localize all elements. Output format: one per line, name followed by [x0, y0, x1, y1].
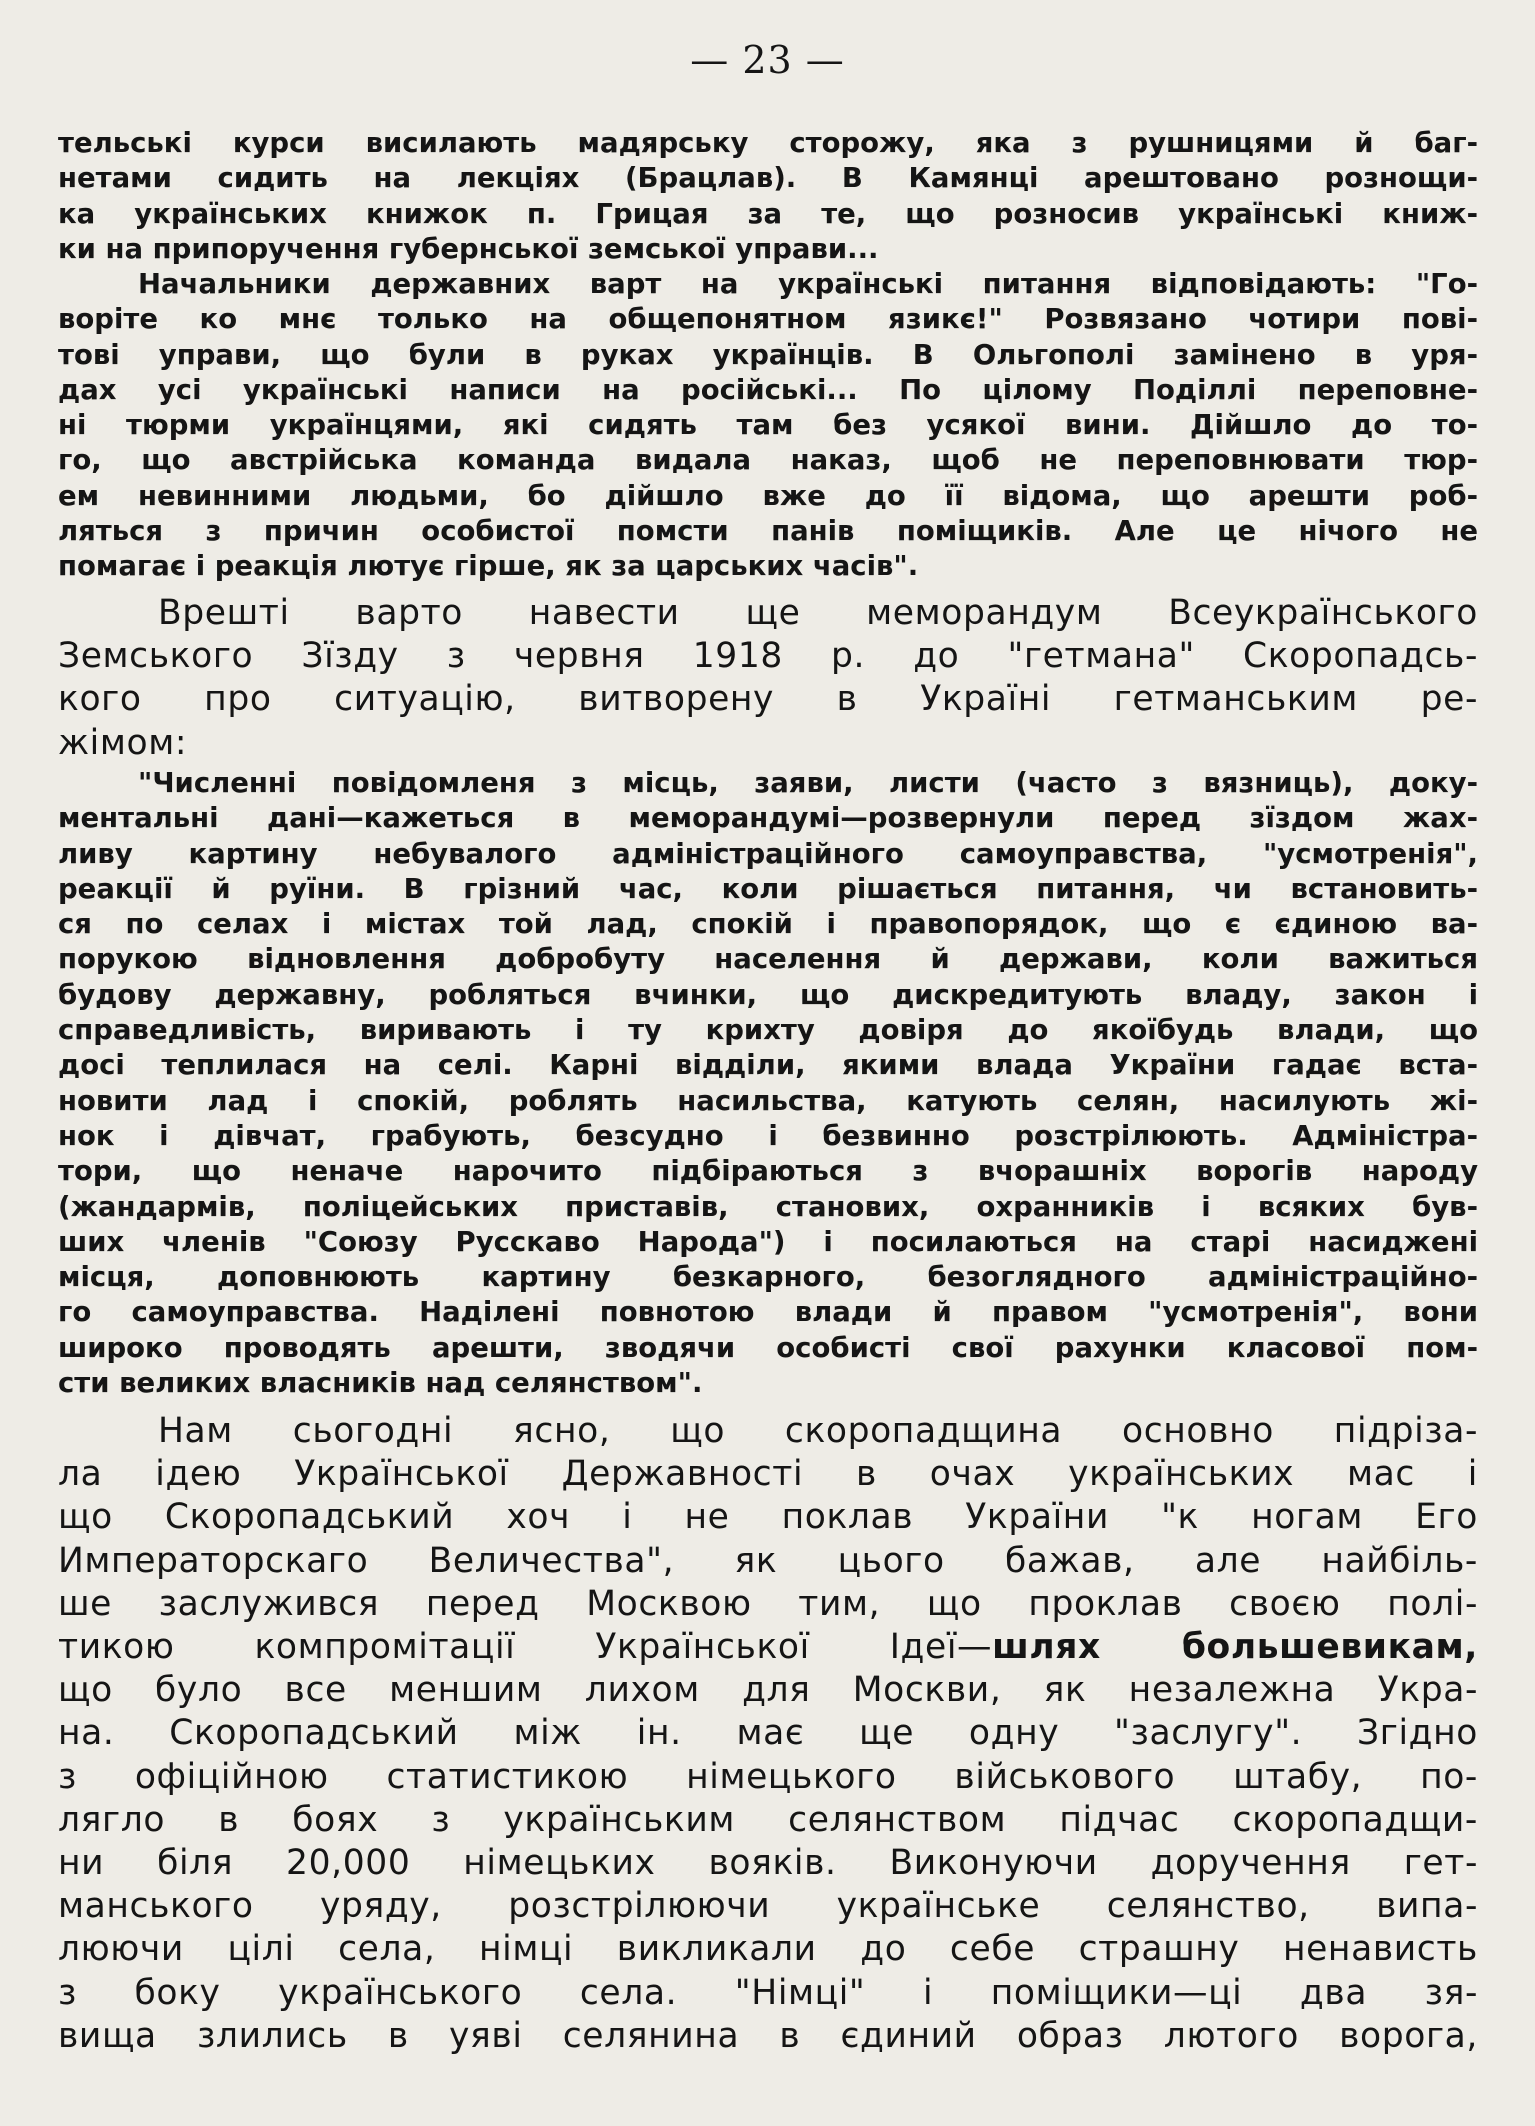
text-line: ше заслужився перед Москвою тим, що проклав своєю полі- [58, 1583, 1478, 1624]
text-line: кого про ситуацію, витворену в Україні гетманським ре- [58, 679, 1478, 720]
text-line: новити лад і спокій, роблять насильства, катують селян, насилують жі- [58, 1084, 1478, 1117]
text-line: ні тюрми українцями, які сидять там без усякої вини. Дійшло до то- [58, 409, 1478, 442]
text-line: вища злились в уяві селянина в єдиний образ лютого ворога, [58, 2015, 1478, 2056]
memorandum-quote [58, 766, 1478, 1401]
text-line: Начальники державних варт на українські питання відповідають: "Го- [138, 268, 1478, 300]
text-line: широко проводять арешти, зводячи особисті свої рахунки класової пом- [58, 1331, 1478, 1364]
text-line-with-bold [58, 1626, 1478, 1669]
text-line: досі теплилася на селі. Карні відділи, якими влада України гадає вста- [58, 1049, 1478, 1082]
paragraph-2 [58, 267, 1478, 585]
text-line: го самоуправства. Наділені повнотою влади й правом "усмотренія", вони [58, 1296, 1478, 1329]
text-line: Императорскаго Величества", як цього бажав, але найбіль- [58, 1540, 1478, 1581]
text-line: на. Скоропадський між ін. має ще одну "заслугу". Згідно [58, 1713, 1478, 1754]
text-line: ляться з причин особистої помсти панів поміщиків. Але це нічого не [58, 515, 1478, 548]
text-line: що Скоропадський хоч і не поклав України "к ногам Его [58, 1497, 1478, 1538]
text-line: справедливість, виривають і ту крихту довіря до якоїбудь влади, що [58, 1014, 1478, 1047]
text-line: жімом: [58, 722, 188, 763]
text-line: помагає і реакція лютує гірше, як за царських часів". [58, 550, 919, 583]
text-line: ментальні дані—кажеться в меморандумі—розвернули перед зїздом жах- [58, 802, 1478, 835]
text-line: місця, доповнюють картину безкарного, безоглядного адміністраційно- [58, 1261, 1478, 1294]
text-line: з офіційною статистикою німецького військового штабу, по- [58, 1756, 1478, 1797]
text-line: сти великих власників над селянством". [58, 1367, 703, 1400]
text-line: ся по селах і містах той лад, спокій і правопорядок, що є єдиною ва- [58, 908, 1478, 941]
text-line: тори, що неначе нарочито підбіраються з вчорашніх ворогів народу [58, 1155, 1478, 1188]
text-line: ни біля 20,000 німецьких вояків. Виконуючи доручення гет- [58, 1843, 1478, 1884]
text-line: (жандармів, поліцейських приставів, станових, охранників і всяких був- [58, 1190, 1478, 1223]
text-line: нетами сидить на лекціях (Брацлав). В Камянці арештовано рознощи- [58, 162, 1478, 195]
paragraph-1 [58, 126, 1478, 267]
text-line: тові управи, що були в руках українців. В Ольгополі замінено в уря- [58, 338, 1478, 371]
text-line: що було все меншим лихом для Москви, як незалежна Укра- [58, 1670, 1478, 1711]
text-line: лягло в боях з українським селянством підчас скоропадщи- [58, 1799, 1478, 1840]
text-line: ливу картину небувалого адміністраційного самоуправства, "усмотренія", [58, 837, 1478, 870]
text-line: Земського Зїзду з червня 1918 р. до "гетмана" Скоропадсь- [58, 636, 1478, 677]
paragraph-3 [58, 592, 1478, 765]
text-line: ки на припоручення губернської земської управи... [58, 232, 879, 265]
text-line: манського уряду, розстрілюючи українське селянство, випа- [58, 1886, 1478, 1927]
text-segment: тикою компромітації Української Ідеї— [58, 1627, 993, 1668]
text-line: тельські курси висилають мадярську сторожу, яка з рушницями й баг- [58, 127, 1478, 159]
text-line: воріте ко мнє только на общепонятном язикє!" Розвязано чотири пові- [58, 303, 1478, 336]
text-line: го, що австрійська команда видала наказ, щоб не переповнювати тюр- [58, 444, 1478, 477]
text-line: будову державну, робляться вчинки, що дискредитують владу, закон і [58, 978, 1478, 1011]
text-line: реакції й руїни. В грізний час, коли рішається питання, чи встановить- [58, 872, 1478, 905]
text-line: порукою відновлення добробуту населення й держави, коли важиться [58, 943, 1478, 976]
text-line: "Численні повідомленя з місць, заяви, листи (часто з вязниць), доку- [138, 767, 1478, 799]
text-line: з боку українського села. "Німці" і поміщики—ці два зя- [58, 1972, 1478, 2013]
text-line: дах усі українські написи на російські... По цілому Поділлі переповне- [58, 373, 1478, 406]
page-number: — 23 — [690, 38, 845, 82]
bold-phrase: шлях большевикам, [992, 1627, 1478, 1668]
text-line: нок і дівчат, грабують, безсудно і безвинно розстрілюють. Адміністра- [58, 1119, 1478, 1152]
text-line: Нам сьогодні ясно, що скоропадщина основно підріза- [158, 1411, 1478, 1451]
text-line: ших членів "Союзу Русскаво Народа") і посилаються на старі насиджені [58, 1225, 1478, 1258]
text-line: ла ідею Української Державності в очах українських мас і [58, 1454, 1478, 1495]
text-line: ка українських книжок п. Грицая за те, що розносив українські книж- [58, 197, 1478, 230]
text-line: ем невинними людьми, бо дійшло вже до її відома, що арешти роб- [58, 479, 1478, 512]
paragraph-4 [58, 1410, 1478, 2058]
text-line: люючи цілі села, німці викликали до себе страшну ненависть [58, 1929, 1478, 1970]
text-line: Врешті варто навести ще меморандум Всеукраїнського [158, 593, 1478, 633]
